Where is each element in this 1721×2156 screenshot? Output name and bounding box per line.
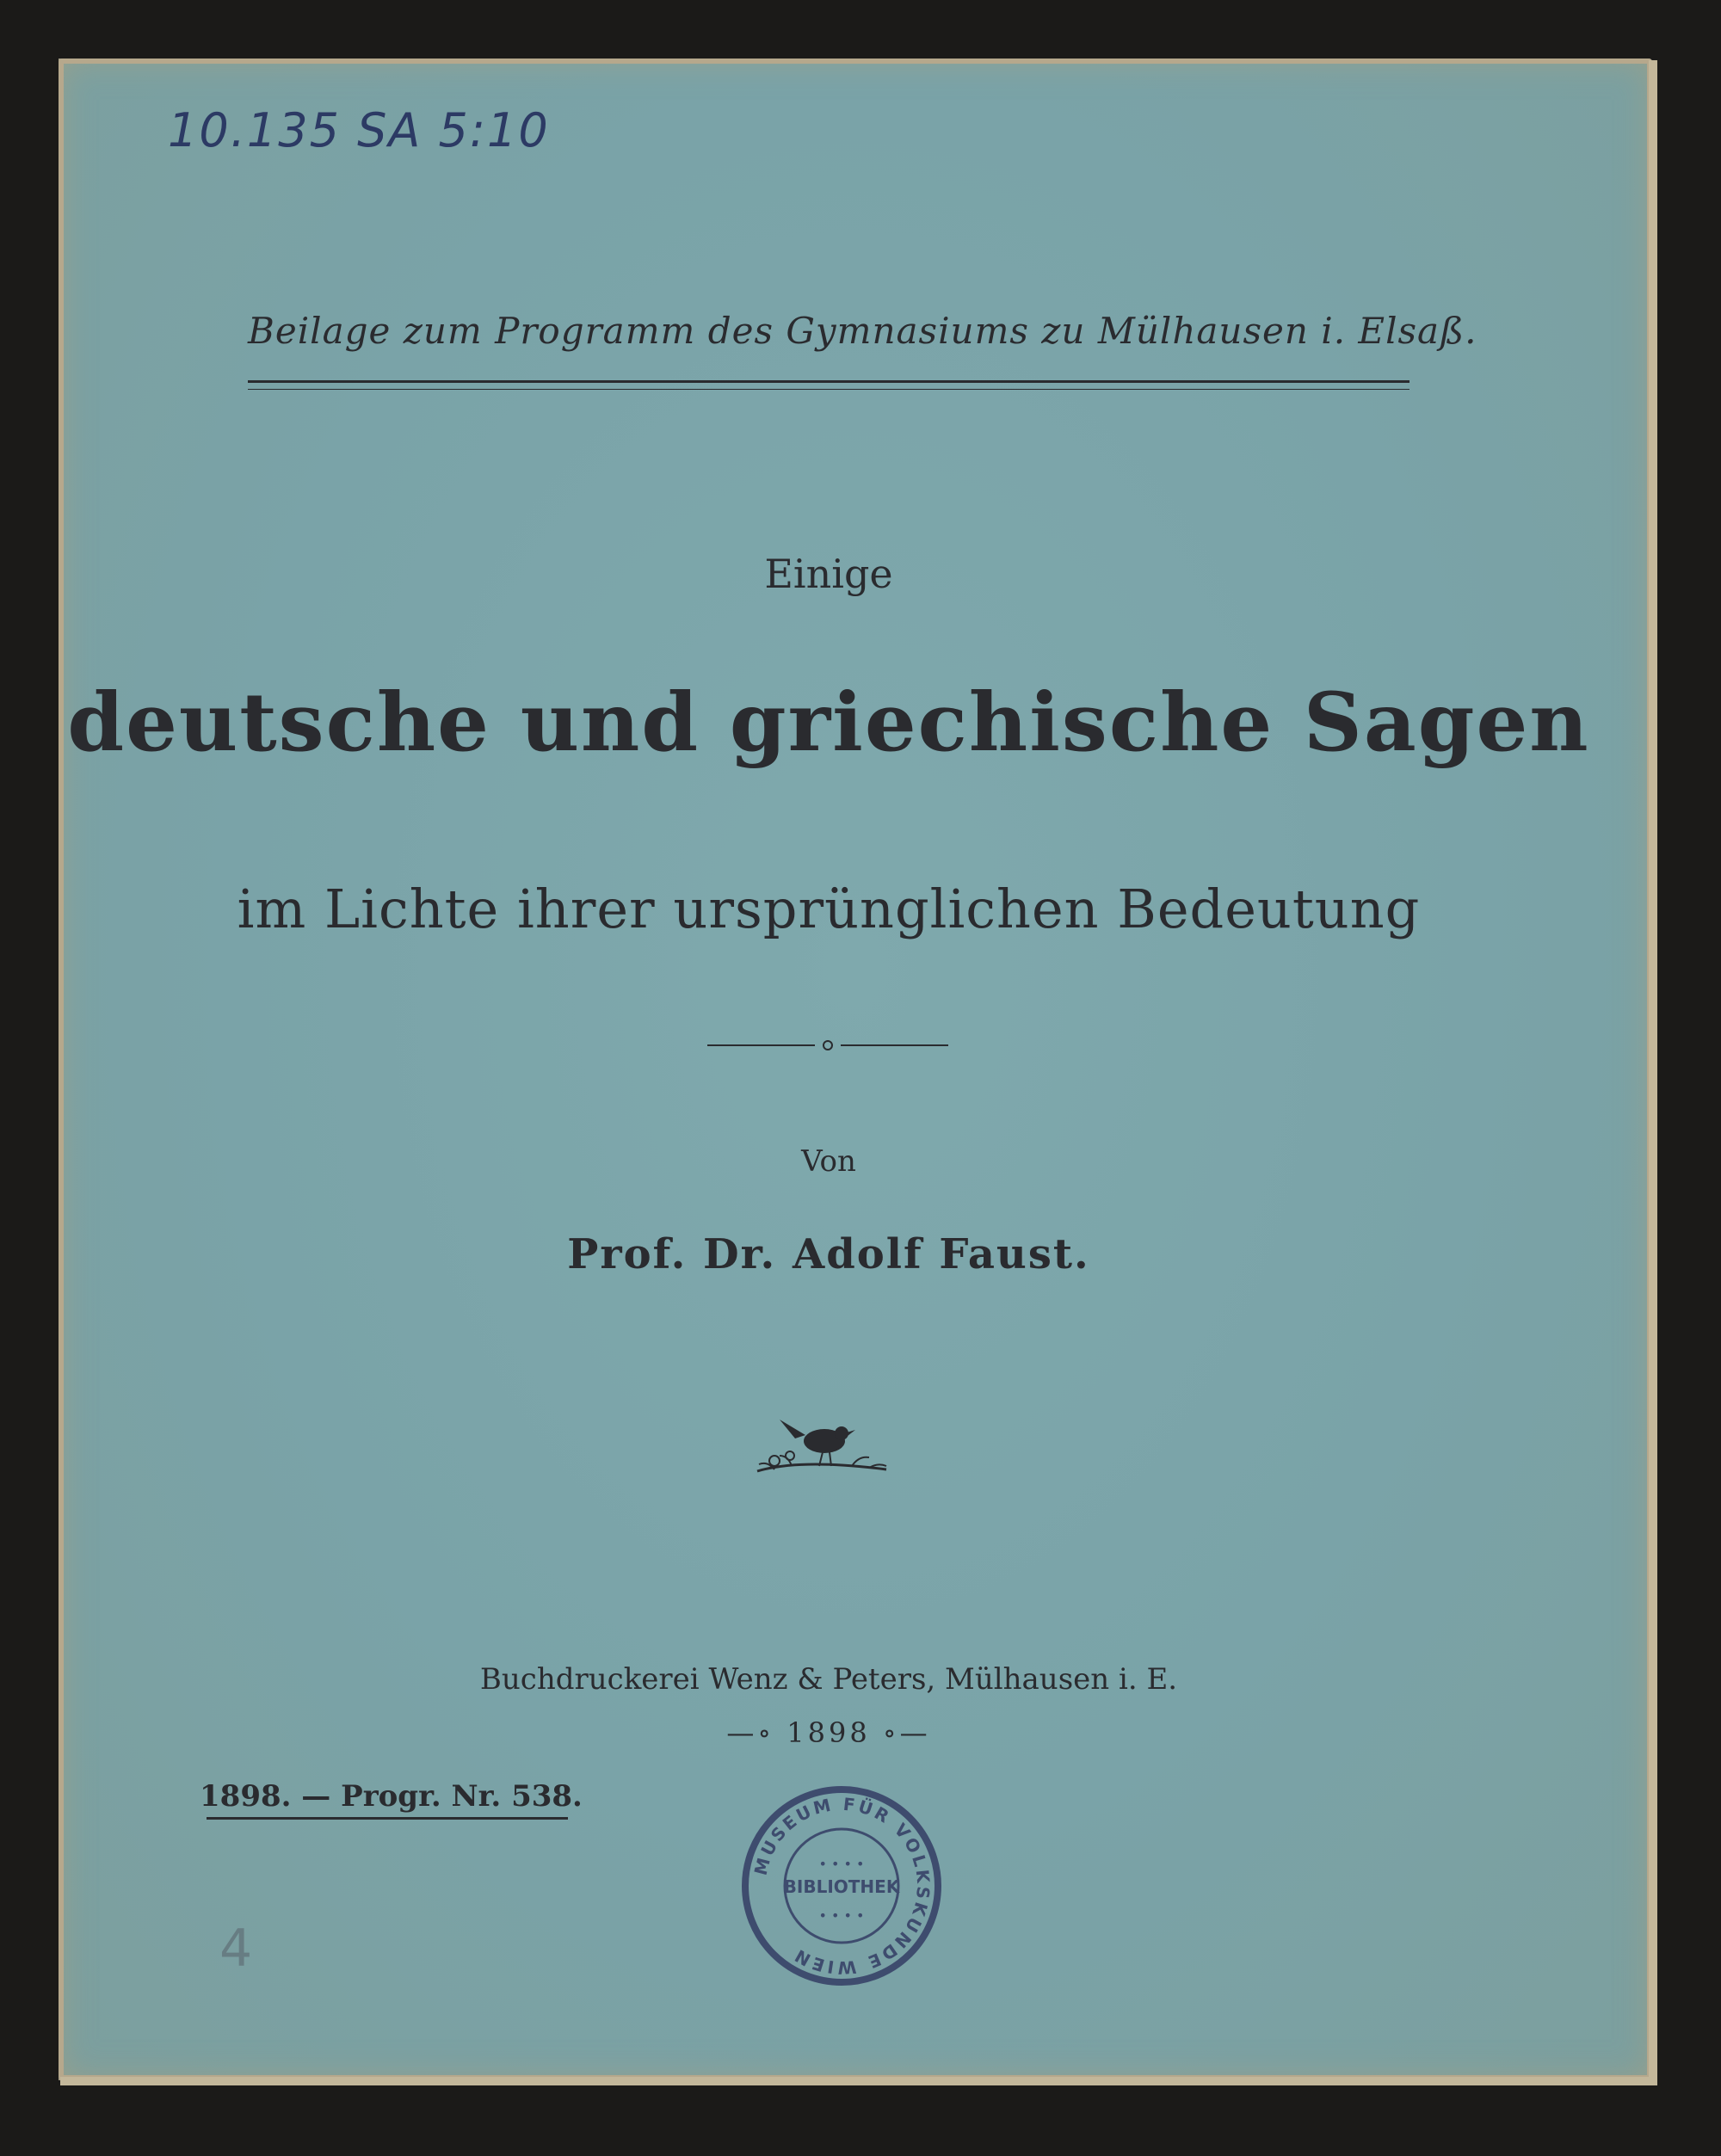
svg-text:• • • •: • • • • xyxy=(818,1907,865,1924)
title-einige: Einige xyxy=(764,551,893,597)
svg-text:MUSEUM FÜR VOLKSKUNDE WIEN: MUSEUM FÜR VOLKSKUNDE WIEN xyxy=(749,1793,935,1979)
supplement-line: Beilage zum Programm des Gymnasiums zu Mülhausen i. Elsaß. xyxy=(248,310,1477,352)
publication-year: —∘ 1898 ∘— xyxy=(726,1716,931,1749)
cover-edge-right xyxy=(1649,60,1657,2079)
author-name: Prof. Dr. Adolf Faust. xyxy=(567,1230,1090,1278)
svg-text:BIBLIOTHEK: BIBLIOTHEK xyxy=(783,1876,900,1897)
pencil-mark: 4 xyxy=(219,1919,253,1979)
program-number: 1898. — Progr. Nr. 538. xyxy=(200,1779,583,1814)
library-stamp xyxy=(738,1783,945,1989)
program-rule xyxy=(207,1817,568,1820)
subtitle: im Lichte ihrer ursprünglichen Bedeutung xyxy=(237,878,1421,940)
printer-line: Buchdruckerei Wenz & Peters, Mülhausen i. E. xyxy=(479,1662,1178,1697)
cover-edge-bottom xyxy=(60,2077,1657,2085)
by-line: Von xyxy=(801,1144,856,1179)
book-cover xyxy=(59,59,1652,2080)
handwritten-shelfmark: 10.135 SA 5:10 xyxy=(168,103,550,157)
bird-branch-vignette xyxy=(749,1411,895,1488)
svg-text:• • • •: • • • • xyxy=(818,1856,865,1872)
main-title: deutsche und griechische Sagen xyxy=(67,675,1590,770)
ornament-rule xyxy=(707,1032,948,1058)
double-rule xyxy=(248,380,1409,390)
